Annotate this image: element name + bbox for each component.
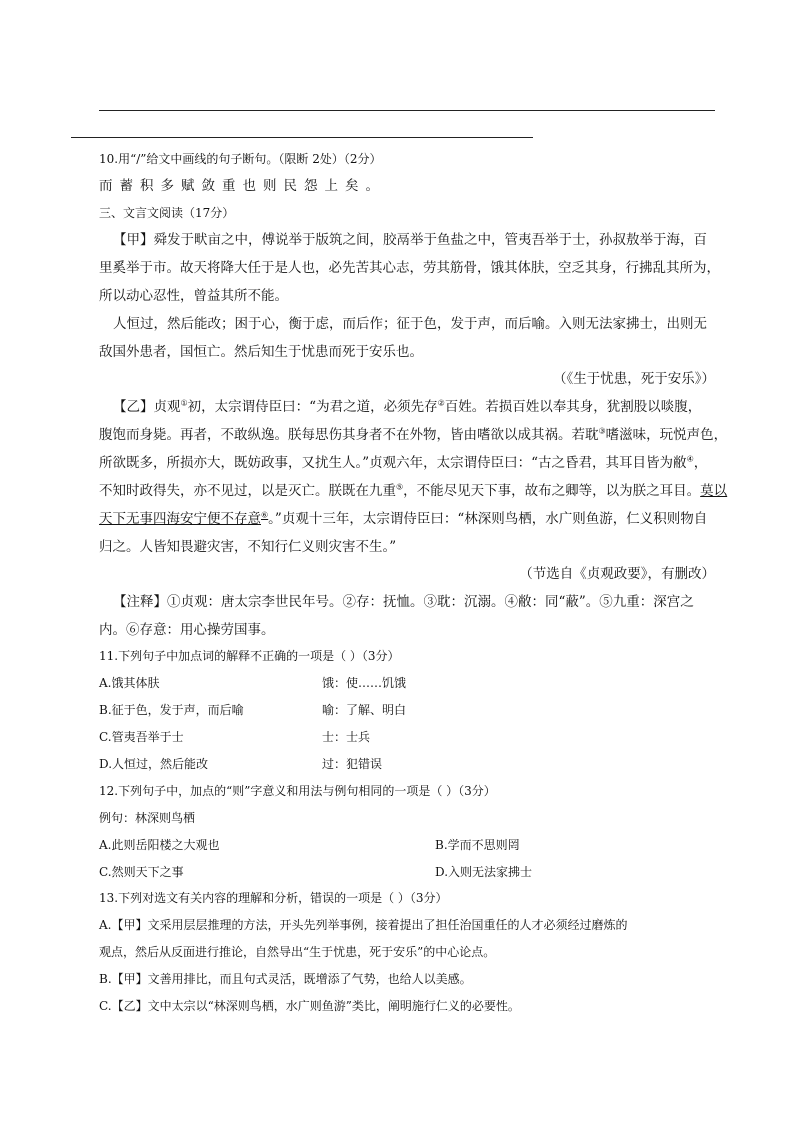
yi-l4-b: ，不能尽见天下事，故布之卿等，以为朕之耳目。: [403, 483, 701, 499]
q12-stem: 12.下列句子中，加点的“则”字意义和用法与例句相同的一项是（ ）（3分）: [99, 784, 496, 798]
q13-option-a-line-1: A.【甲】文采用层层推理的方法，开头先列举事例，接着提出了担任治国重任的人才必须经过磨炼的: [99, 918, 628, 932]
note-ref-1: ①: [180, 398, 188, 408]
q11-option-b: [99, 699, 719, 721]
jia-line-3: 所以动心忍性，曾益其所不能。: [99, 288, 288, 304]
yi-line-1: [113, 396, 701, 418]
q13-stem: 13.下列对选文有关内容的理解和分析，错误的一项是（ ）（3分）: [99, 891, 448, 905]
answer-line-1: [99, 110, 715, 111]
q12-example: 例句：林深则鸟栖: [99, 811, 196, 825]
yi-l5-b: 。”贞观十三年，太宗谓侍臣曰：“林深则鸟栖，水广则鱼游，仁义积则物自: [268, 511, 708, 527]
jia-source: （《生于忧患，死于安乐》）: [553, 371, 715, 387]
yi-line-2: [99, 424, 727, 446]
note-ref-6: ⑥: [261, 510, 269, 520]
q11-option-gloss: 士：士兵: [322, 730, 371, 744]
jia-line-4: 人恒过，然后能改；困于心，衡于虑，而后作；征于色，发于声，而后喻。入则无法家拂士，出则无: [113, 316, 707, 332]
yi-l2-a: 腹饱而身毙。再者，不敢纵逸。朕每思伤其身者不在外物，皆由嗜欲以成其祸。若耽: [99, 427, 599, 443]
q13-option-c: C.【乙】文中太宗以“林深则鸟栖，水广则鱼游”类比，阐明施行仁义的必要性。: [99, 999, 520, 1013]
q10-stem: 10.用“/”给文中画线的句子断句。（限断 2处）（2分）: [99, 152, 382, 166]
yi-line-6: 归之。人皆知畏避灾害，不知行仁义则灾害不生。”: [99, 539, 397, 555]
yi-l4-a: 不知时政得失，亦不见过，以是灭亡。朕既在九重: [99, 483, 396, 499]
notes-line-1: 【注释】①贞观：唐太宗李世民年号。②存：抚恤。③耽：沉溺。④敝：同“蔽”。⑤九重：深宫之: [113, 594, 694, 610]
underlined-sentence-start: 莫以: [700, 483, 728, 499]
q12-option-a: A.此则岳阳楼之大观也: [99, 838, 220, 852]
section-title: 三、文言文阅读（17分）: [99, 206, 235, 220]
q11-option-a: [99, 672, 719, 694]
q11-option-label: C.管夷吾举于士: [99, 730, 184, 744]
q10-sentence: 而蓄积多赋敛重也则民怨上矣。: [99, 178, 386, 194]
q13-option-a-line-2: 观点，然后从反面进行推论，自然导出“生于忧患，死于安乐”的中心论点。: [99, 945, 496, 959]
yi-l3-end: ，: [693, 455, 708, 471]
yi-source: （节选自《贞观政要》，有删改）: [519, 566, 715, 582]
q11-option-gloss: 过：犯错误: [322, 757, 383, 771]
q12-option-c: C.然则天下之事: [99, 865, 184, 879]
q13-option-b: B.【甲】文善用排比，而且句式灵活，既增添了气势，也给人以美感。: [99, 972, 472, 986]
yi-line-3: [99, 452, 707, 474]
answer-line-2: [71, 137, 533, 138]
jia-line-1: 【甲】舜发于畎亩之中，傅说举于版筑之间，胶鬲举于鱼盐之中，管夷吾举于士，孙叔敖举于海，百: [113, 232, 707, 248]
underlined-sentence: 天下无事四海安宁便不存意: [99, 511, 261, 527]
yi-l1-c: 百姓。若损百姓以奉其身，犹割股以啖腹，: [444, 399, 702, 415]
note-ref-3: ③: [598, 426, 606, 436]
notes-line-2: 内。⑥存意：用心操劳国事。: [99, 622, 275, 638]
yi-l3: 所欲既多，所损亦大，既妨政事，又扰生人。”贞观六年，太宗谓侍臣曰：“古之昏君，其耳目皆为敝: [99, 455, 687, 471]
q12-option-b: B.学而不思则罔: [435, 838, 520, 852]
q11-option-label: D.人恒过，然后能改: [99, 757, 209, 771]
jia-line-2: 里奚举于市。故天将降大任于是人也，必先苦其心志，劳其筋骨，饿其体肤，空乏其身，行拂乱其所为，: [99, 260, 720, 276]
yi-l1-a: 【乙】贞观: [113, 399, 181, 415]
yi-l1-b: 初，太宗谓侍臣曰：“为君之道，必须先存: [187, 399, 438, 415]
q11-option-label: A.饿其体肤: [99, 676, 160, 690]
yi-line-4: [99, 480, 727, 502]
q11-stem: 11.下列句子中加点词的解释不正确的一项是（ ）（3分）: [99, 649, 400, 663]
jia-line-5: 敌国外患者，国恒亡。然后知生于忧患而死于安乐也。: [99, 344, 423, 360]
q11-option-gloss: 喻：了解、明白: [322, 703, 407, 717]
q11-option-label: B.征于色，发于声，而后喻: [99, 703, 244, 717]
note-ref-5: ⑤: [396, 482, 404, 492]
q12-row-2: [99, 861, 719, 883]
q12-option-d: D.入则无法家拂士: [435, 865, 533, 879]
q11-option-c: [99, 726, 719, 748]
q12-row-1: [99, 834, 719, 856]
q11-option-gloss: 饿：使……饥饿: [322, 676, 407, 690]
yi-line-5: [99, 508, 707, 530]
q11-option-d: [99, 753, 719, 775]
note-ref-2: ②: [437, 398, 445, 408]
note-ref-4: ④: [686, 454, 694, 464]
yi-l2-b: 嗜滋味，玩悦声色，: [605, 427, 728, 443]
